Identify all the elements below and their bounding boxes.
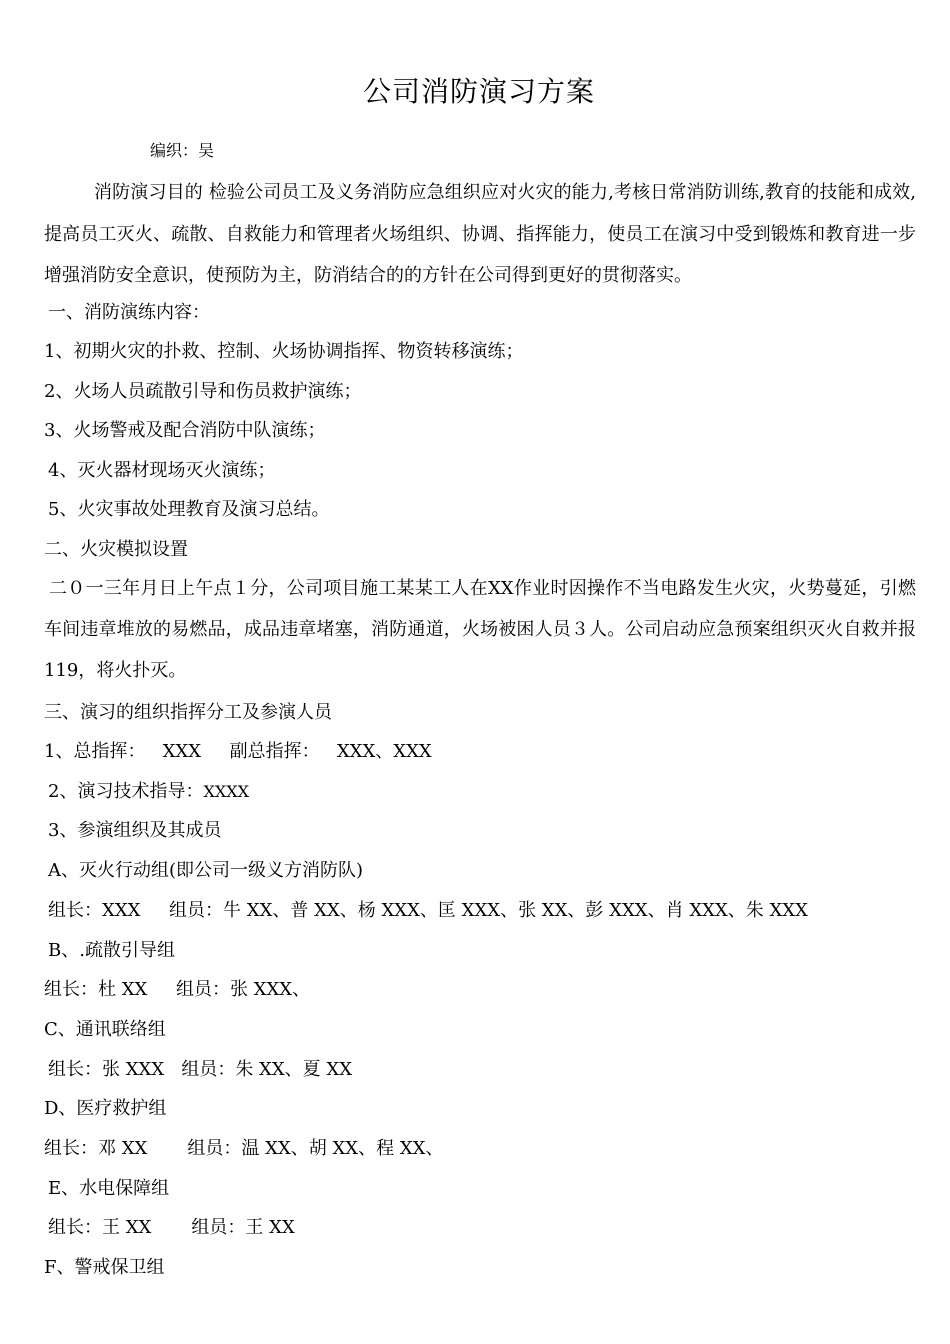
group-b-members: 组长：杜 XX 组员：张 XXX、 xyxy=(44,979,311,1000)
participants-line: 3、参演组织及其成员 xyxy=(48,820,222,841)
group-c-name: C、通讯联络组 xyxy=(44,1019,166,1040)
tech-guide-label: 2、演习技术指导： xyxy=(48,781,204,802)
section1-item-4: 4、灭火器材现场灭火演练； xyxy=(48,460,276,481)
section1-item-3: 3、火场警戒及配合消防中队演练； xyxy=(44,420,326,441)
group-c-members: 组长：张 XXX 组员：朱 XX、夏 XX xyxy=(48,1059,353,1080)
group-e-name: E、水电保障组 xyxy=(48,1178,170,1199)
document-title: 公司消防演习方案 xyxy=(362,75,595,108)
group-d-members: 组长：邓 XX 组员：温 XX、胡 XX、程 XX、 xyxy=(44,1138,444,1159)
section1-heading: 一、消防演练内容： xyxy=(48,302,210,323)
group-d-name: D、医疗救护组 xyxy=(44,1098,167,1119)
commander-line: 1、总指挥： XXX 副总指挥： XXX、XXX xyxy=(44,741,432,762)
intro-paragraph: 消防演习目的 检验公司员工及义务消防应急组织应对火灾的能力,考核日常消防训练,教育的技能和成效,提高员工灭火、疏散、自救能力和管理者火场组织、协调、指挥能力，使员工在演习中受到锻炼和教育进一步增强消防安全意识，使预防为主，防消结合的的方针在公司得到更好的贯彻落实。 xyxy=(44,182,916,286)
group-a-name: A、灭火行动组(即公司一级义方消防队) xyxy=(48,860,364,881)
group-e-members: 组长：王 XX 组员：王 XX xyxy=(48,1217,295,1238)
group-f-name: F、警戒保卫组 xyxy=(44,1257,165,1278)
section1-item-5: 5、火灾事故处理教育及演习总结。 xyxy=(48,499,330,520)
group-a-members: 组长：XXX 组员：牛 XX、普 XX、杨 XXX、匡 XXX、张 XX、彭 XXX、肖 XXX、朱 XXX xyxy=(48,900,808,921)
section1-item-1: 1、初期火灾的扑救、控制、火场协调指挥、物资转移演练； xyxy=(44,341,524,362)
section3-heading: 三、演习的组织指挥分工及参演人员 xyxy=(44,702,332,723)
document-author: 编织：吴 xyxy=(150,141,215,160)
tech-guide-name: XXXX xyxy=(203,782,250,801)
section1-item-2: 2、火场人员疏散引导和伤员救护演练； xyxy=(44,381,362,402)
tech-guide-line xyxy=(48,779,249,805)
section2-paragraph: 二０一三年月日上午点１分，公司项目施工某某工人在XX作业时因操作不当电路发生火灾，火势蔓延，引燃车间违章堆放的易燃品，成品违章堵塞，消防通道，火场被困人员３人。公司启动应急预案组织灭火自救并报119，将火扑灭。 xyxy=(44,578,916,681)
section2-heading: 二、火灾模拟设置 xyxy=(44,539,188,560)
group-b-name: B、.疏散引导组 xyxy=(48,940,175,961)
